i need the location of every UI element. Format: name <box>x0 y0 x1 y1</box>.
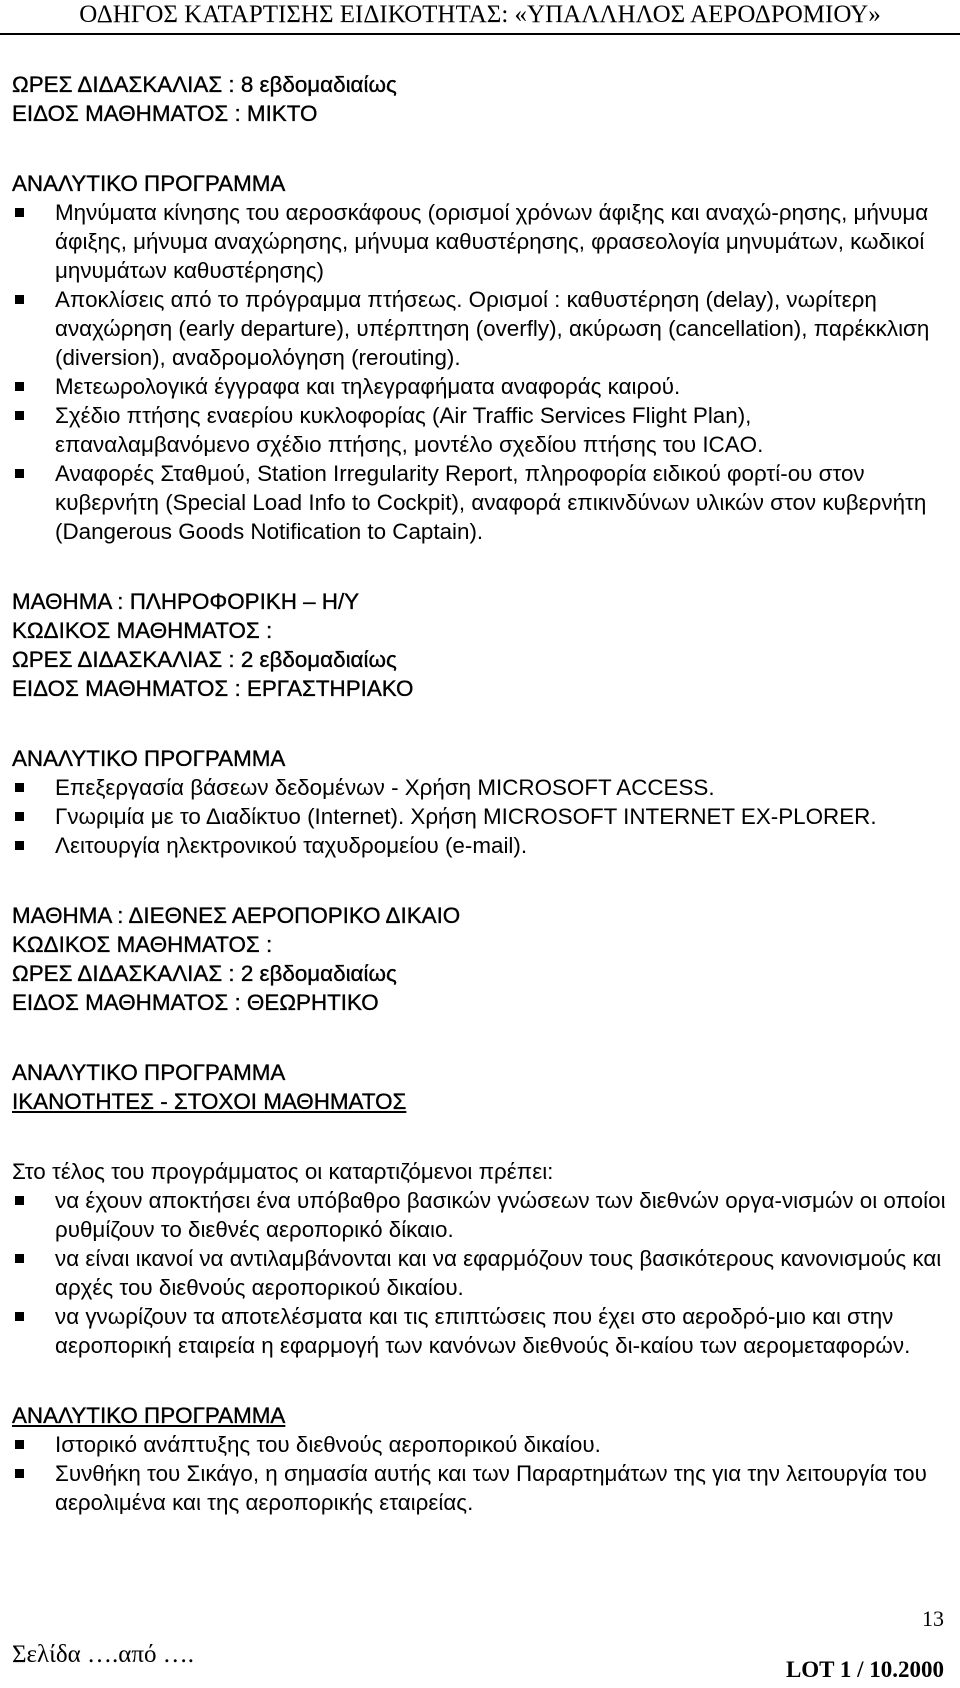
list-item: Σχέδιο πτήσης εναερίου κυκλοφορίας (Air Traffic Services Flight Plan), επαναλαμβανόμενο σχέδιο πτήσης, μοντέλο σχεδίου πτήσης του ICAO. <box>12 401 946 459</box>
section2-code: ΚΩΔΙΚΟΣ ΜΑΘΗΜΑΤΟΣ : <box>12 618 273 643</box>
section3-program-heading: ΑΝΑΛΥΤΙΚΟ ΠΡΟΓΡΑΜΜΑ <box>12 1060 286 1085</box>
section2-bullet-list <box>12 773 946 860</box>
list-item: να είναι ικανοί να αντιλαμβάνονται και να εφαρμόζουν τους βασικότερους κανονισμούς και αρχές του διεθνούς αεροπορικού δικαίου. <box>12 1244 946 1302</box>
list-item: Αποκλίσεις από το πρόγραμμα πτήσεως. Ορισμοί : καθυστέρηση (delay), νωρίτερη αναχώρηση (early departure), υπέρπτηση (overfly), ακύρωση (cancellation), παρέκκλιση (diversion), αναδρομολόγηση (rerouting). <box>12 285 946 372</box>
page-label: Σελίδα ….από …. <box>12 1641 194 1668</box>
list-item: Ιστορικό ανάπτυξης του διεθνούς αεροπορικού δικαίου. <box>12 1430 946 1459</box>
section1-bullet-list <box>12 198 946 546</box>
section1-program-heading: ΑΝΑΛΥΤΙΚΟ ΠΡΟΓΡΑΜΜΑ <box>12 171 286 196</box>
section2-type: ΕΙΔΟΣ ΜΑΘΗΜΑΤΟΣ : ΕΡΓΑΣΤΗΡΙΑΚΟ <box>12 676 414 701</box>
list-item: Μηνύματα κίνησης του αεροσκάφους (ορισμοί χρόνων άφιξης και αναχώ-ρησης, μήνυμα άφιξης, μήνυμα αναχώρησης, μήνυμα καθυστέρησης, φρασεολογία μηνυμάτων, κωδικοί μηνυμάτων καθυστέρησης) <box>12 198 946 285</box>
section2-hours: ΩΡΕΣ ΔΙΔΑΣΚΑΛΙΑΣ : 2 εβδομαδιαίως <box>12 647 397 672</box>
list-item: Μετεωρολογικά έγγραφα και τηλεγραφήματα αναφοράς καιρού. <box>12 372 946 401</box>
page-number: 13 <box>922 1606 944 1631</box>
document-header <box>0 0 960 36</box>
list-item: Λειτουργία ηλεκτρονικού ταχυδρομείου (e-mail). <box>12 831 946 860</box>
page-content <box>12 70 946 1517</box>
section3-code: ΚΩΔΙΚΟΣ ΜΑΘΗΜΑΤΟΣ : <box>12 932 273 957</box>
section2-course-title: ΜΑΘΗΜΑ : ΠΛΗΡΟΦΟΡΙΚΗ – Η/Υ <box>12 589 360 614</box>
section3-goals-heading: ΙΚΑΝΟΤΗΤΕΣ - ΣΤΟΧΟΙ ΜΑΘΗΜΑΤΟΣ <box>12 1089 407 1114</box>
list-item: να γνωρίζουν τα αποτελέσματα και τις επιπτώσεις που έχει στο αεροδρό-μιο και στην αεροπορική εταιρεία η εφαρμογή των κανόνων διεθνούς δι-καίου των αερομεταφορών. <box>12 1302 946 1360</box>
list-item: να έχουν αποκτήσει ένα υπόβαθρο βασικών γνώσεων των διεθνών οργα-νισμών οι οποίοι ρυθμίζουν το διεθνές αεροπορικό δίκαιο. <box>12 1186 946 1244</box>
lot-label: LOT 1 / 10.2000 <box>785 1657 944 1682</box>
header-title: ΟΔΗΓΟΣ ΚΑΤΑΡΤΙΣΗΣ ΕΙΔΙΚΟΤΗΤΑΣ: «ΥΠΑΛΛΗΛΟΣ ΑΕΡΟΔΡΟΜΙΟΥ» <box>79 1 881 28</box>
section3-bullet-list <box>12 1430 946 1517</box>
section1-hours: ΩΡΕΣ ΔΙΔΑΣΚΑΛΙΑΣ : 8 εβδομαδιαίως <box>12 72 397 97</box>
list-item: Συνθήκη του Σικάγο, η σημασία αυτής και των Παραρτημάτων της για την λειτουργία του αερολιμένα και της αεροπορικής εταιρείας. <box>12 1459 946 1517</box>
header-rule <box>0 33 960 35</box>
section3-goals-list <box>12 1186 946 1360</box>
section3-intro: Στο τέλος του προγράμματος οι καταρτιζόμενοι πρέπει: <box>12 1159 554 1184</box>
section3-program-heading-2: ΑΝΑΛΥΤΙΚΟ ΠΡΟΓΡΑΜΜΑ <box>12 1403 286 1428</box>
section3-hours: ΩΡΕΣ ΔΙΔΑΣΚΑΛΙΑΣ : 2 εβδομαδιαίως <box>12 961 397 986</box>
section3-type: ΕΙΔΟΣ ΜΑΘΗΜΑΤΟΣ : ΘΕΩΡΗΤΙΚΟ <box>12 990 379 1015</box>
list-item: Επεξεργασία βάσεων δεδομένων - Χρήση MICROSOFT ACCESS. <box>12 773 946 802</box>
section2-program-heading: ΑΝΑΛΥΤΙΚΟ ΠΡΟΓΡΑΜΜΑ <box>12 746 286 771</box>
section3-course-title: ΜΑΘΗΜΑ : ΔΙΕΘΝΕΣ ΑΕΡΟΠΟΡΙΚΟ ΔΙΚΑΙΟ <box>12 903 461 928</box>
list-item: Αναφορές Σταθμού, Station Irregularity Report, πληροφορία ειδικού φορτί-ου στον κυβερνήτη (Special Load Info to Cockpit), αναφορά επικινδύνων υλικών στον κυβερνήτη (Dangerous Goods Notification to Captain). <box>12 459 946 546</box>
list-item: Γνωριμία με το Διαδίκτυο (Internet). Χρήση MICROSOFT INTERNET EX-PLORER. <box>12 802 946 831</box>
section1-type: ΕΙΔΟΣ ΜΑΘΗΜΑΤΟΣ : ΜΙΚΤΟ <box>12 101 318 126</box>
